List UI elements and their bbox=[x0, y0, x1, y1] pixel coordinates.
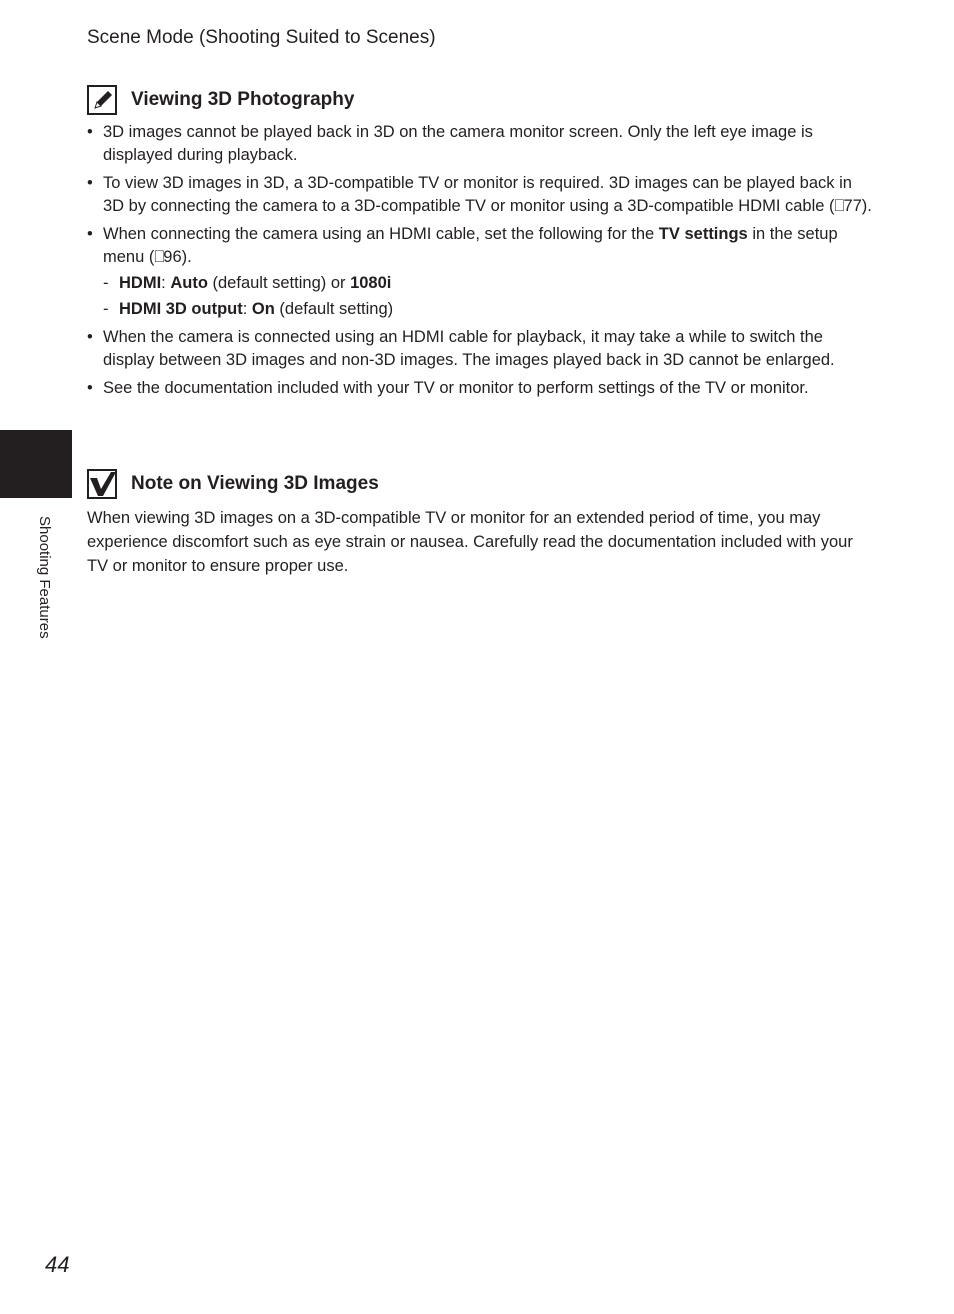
checkmark-caution-icon bbox=[87, 469, 117, 499]
setting-name-hdmi: HDMI bbox=[119, 274, 162, 292]
sub-list bbox=[103, 272, 877, 321]
list-item bbox=[87, 172, 877, 218]
setting-value-1080i: 1080i bbox=[350, 274, 392, 292]
running-head: Scene Mode (Shooting Suited to Scenes) bbox=[87, 27, 436, 48]
setting-value-auto: Auto bbox=[170, 274, 208, 292]
page-number: 44 bbox=[45, 1252, 70, 1277]
page-ref-number: 96 bbox=[163, 248, 182, 266]
section-title: Viewing 3D Photography bbox=[131, 89, 355, 110]
bullet-text: See the documentation included with your TV or monitor to perform settings of the TV or monitor. bbox=[103, 379, 809, 397]
separator: : bbox=[161, 274, 171, 292]
note-paragraph: When viewing 3D images on a 3D-compatible TV or monitor for an extended period of time, you may experience discomfort such as eye strain or nausea. Carefully read the documentation included with your TV or monitor to ensure proper use. bbox=[87, 509, 853, 575]
bullet-list bbox=[87, 121, 877, 405]
list-item bbox=[87, 326, 877, 372]
sub-text: (default setting) or bbox=[207, 274, 351, 292]
sub-list-item bbox=[103, 298, 877, 321]
bullet-text: When the camera is connected using an HDMI cable for playback, it may take a while to switch the display between 3D images and non-3D images. The images played back in 3D cannot be enlarged. bbox=[103, 328, 835, 369]
bullet-text-mid: in the setup menu ( bbox=[103, 225, 838, 266]
chapter-tab bbox=[0, 430, 72, 498]
setting-name-tv-settings: TV settings bbox=[658, 225, 748, 243]
setting-name-hdmi-3d-output: HDMI 3D output bbox=[119, 300, 243, 318]
page-ref-book-icon: ⎕ bbox=[154, 248, 164, 266]
setting-value-on: On bbox=[251, 300, 275, 318]
section-heading-viewing-3d bbox=[87, 84, 354, 116]
bullet-text-end: ). bbox=[181, 248, 192, 266]
separator: : bbox=[242, 300, 252, 318]
bullet-text: When connecting the camera using an HDMI cable, set the following for the bbox=[103, 225, 659, 243]
section-heading-note-3d bbox=[87, 468, 379, 500]
page-ref-book-icon: ⎕ bbox=[834, 197, 844, 215]
chapter-tab-label: Shooting Features bbox=[36, 516, 53, 639]
list-item bbox=[87, 121, 877, 167]
bullet-text: 3D images cannot be played back in 3D on the camera monitor screen. Only the left eye image is displayed during playback. bbox=[103, 123, 813, 164]
sub-list-item bbox=[103, 272, 877, 295]
pencil-note-icon bbox=[87, 85, 117, 115]
section-title: Note on Viewing 3D Images bbox=[131, 473, 379, 494]
sub-text: (default setting) bbox=[274, 300, 394, 318]
page-ref-number: 77 bbox=[843, 197, 862, 215]
list-item bbox=[87, 377, 877, 400]
bullet-text-end: ). bbox=[861, 197, 872, 215]
bullet-text: To view 3D images in 3D, a 3D-compatible TV or monitor is required. 3D images can be played back in 3D by connecting the camera to a 3D-compatible TV or monitor using a 3D-compatible HDMI cable ( bbox=[103, 174, 852, 215]
list-item bbox=[87, 223, 877, 321]
